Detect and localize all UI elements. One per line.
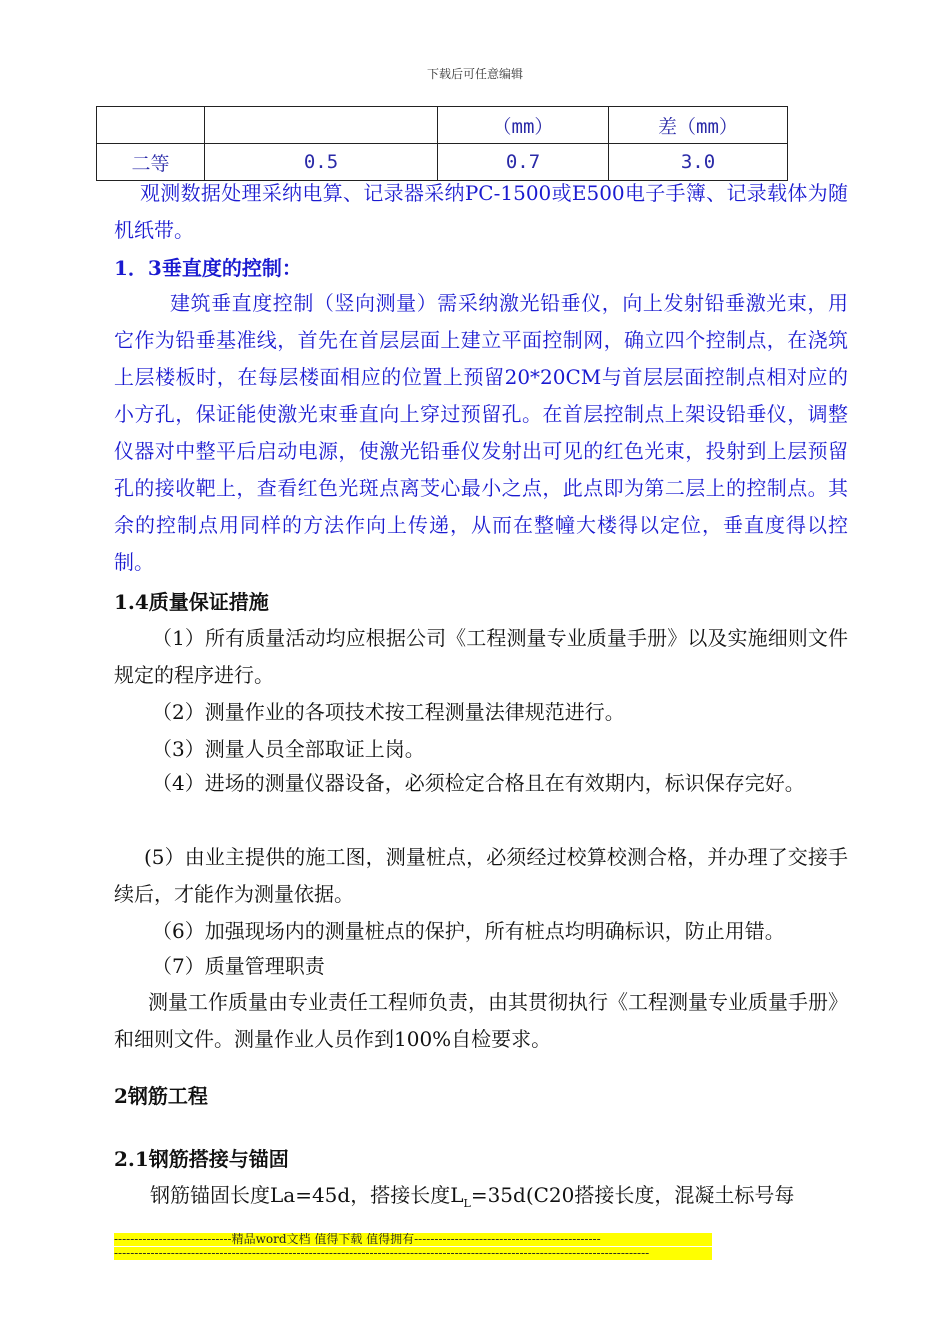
table-cell: 3.0 xyxy=(609,144,788,181)
list-item: （2）测量作业的各项技术按工程测量法律规范进行。 xyxy=(152,700,625,724)
table-cell: 0.5 xyxy=(205,144,438,181)
precision-table xyxy=(96,106,788,181)
table-cell: 差（mm） xyxy=(609,107,788,144)
section-heading-2-1: 2.1钢筋搭接与锚固 xyxy=(114,1147,289,1171)
footer-banner-line2: ------------------------------------------------------------------------------------------------------------------------------------ xyxy=(114,1247,712,1260)
table-cell: （mm） xyxy=(438,107,609,144)
list-item: （1）所有质量活动均应根据公司《工程测量专业质量手册》以及实施细则文件规定的程序进行。 xyxy=(114,626,848,687)
list-item: （3）测量人员全部取证上岗。 xyxy=(152,737,425,761)
table-cell: 0.7 xyxy=(438,144,609,181)
table-cell xyxy=(205,107,438,144)
table-cell: 二等 xyxy=(97,144,205,181)
data-processing-paragraph: 观测数据处理采纳电算、记录器采纳PC-1500或E500电子手簿、记录载体为随机纸带。 xyxy=(114,181,848,242)
anchorage-paragraph xyxy=(114,1177,848,1222)
list-item: （7）质量管理职责 xyxy=(152,954,325,978)
list-item: （4）进场的测量仪器设备，必须检定合格且在有效期内，标识保存完好。 xyxy=(152,771,805,795)
anchorage-subscript: L xyxy=(463,1197,471,1210)
list-item: （6）加强现场内的测量桩点的保护，所有桩点均明确标识，防止用错。 xyxy=(152,919,785,943)
verticality-paragraph: 建筑垂直度控制（竖向测量）需采纳激光铅垂仪，向上发射铅垂激光束，用它作为铅垂基准线，首先在首层层面上建立平面控制网，确立四个控制点，在浇筑上层楼板时，在每层楼面相应的位置上预留20*20CM与首层层面控制点相对应的小方孔，保证能使激光束垂直向上穿过预留孔。在首层控制点上架设铅垂仪，调整仪器对中整平后启动电源，使激光铅垂仪发射出可见的红色光束，投射到上层预留孔的接收靶上，查看红色光斑点离芠心最小之点，此点即为第二层上的控制点。其余的控制点用同样的方法作向上传递，从而在整幢大楼得以定位，垂直度得以控制。 xyxy=(114,291,848,574)
anchorage-text-a: 钢筋锚固长度La=45d，搭接长度L xyxy=(150,1183,464,1207)
table-row xyxy=(97,107,788,144)
duty-paragraph: 测量工作质量由专业责任工程师负责，由其贯彻执行《工程测量专业质量手册》和细则文件。测量作业人员作到100%自检要求。 xyxy=(114,990,848,1051)
table-cell xyxy=(97,107,205,144)
section-heading-1-3: 1．3垂直度的控制： xyxy=(114,256,302,280)
list-item: (5）由业主提供的施工图，测量桩点，必须经过校算校测合格，并办理了交接手续后，才能作为测量依据。 xyxy=(114,845,848,906)
section-heading-2: 2钢筋工程 xyxy=(114,1084,208,1108)
section-heading-1-4: 1.4质量保证措施 xyxy=(114,590,269,614)
footer-banner-line1: -----------------------------精品word文档 值得下载 值得拥有---------------------------------------------- xyxy=(114,1233,712,1246)
anchorage-text-b: =35d(C20搭接长度，混凝土标号每 xyxy=(470,1183,795,1207)
page-header-note: 下载后可任意编辑 xyxy=(426,67,523,81)
